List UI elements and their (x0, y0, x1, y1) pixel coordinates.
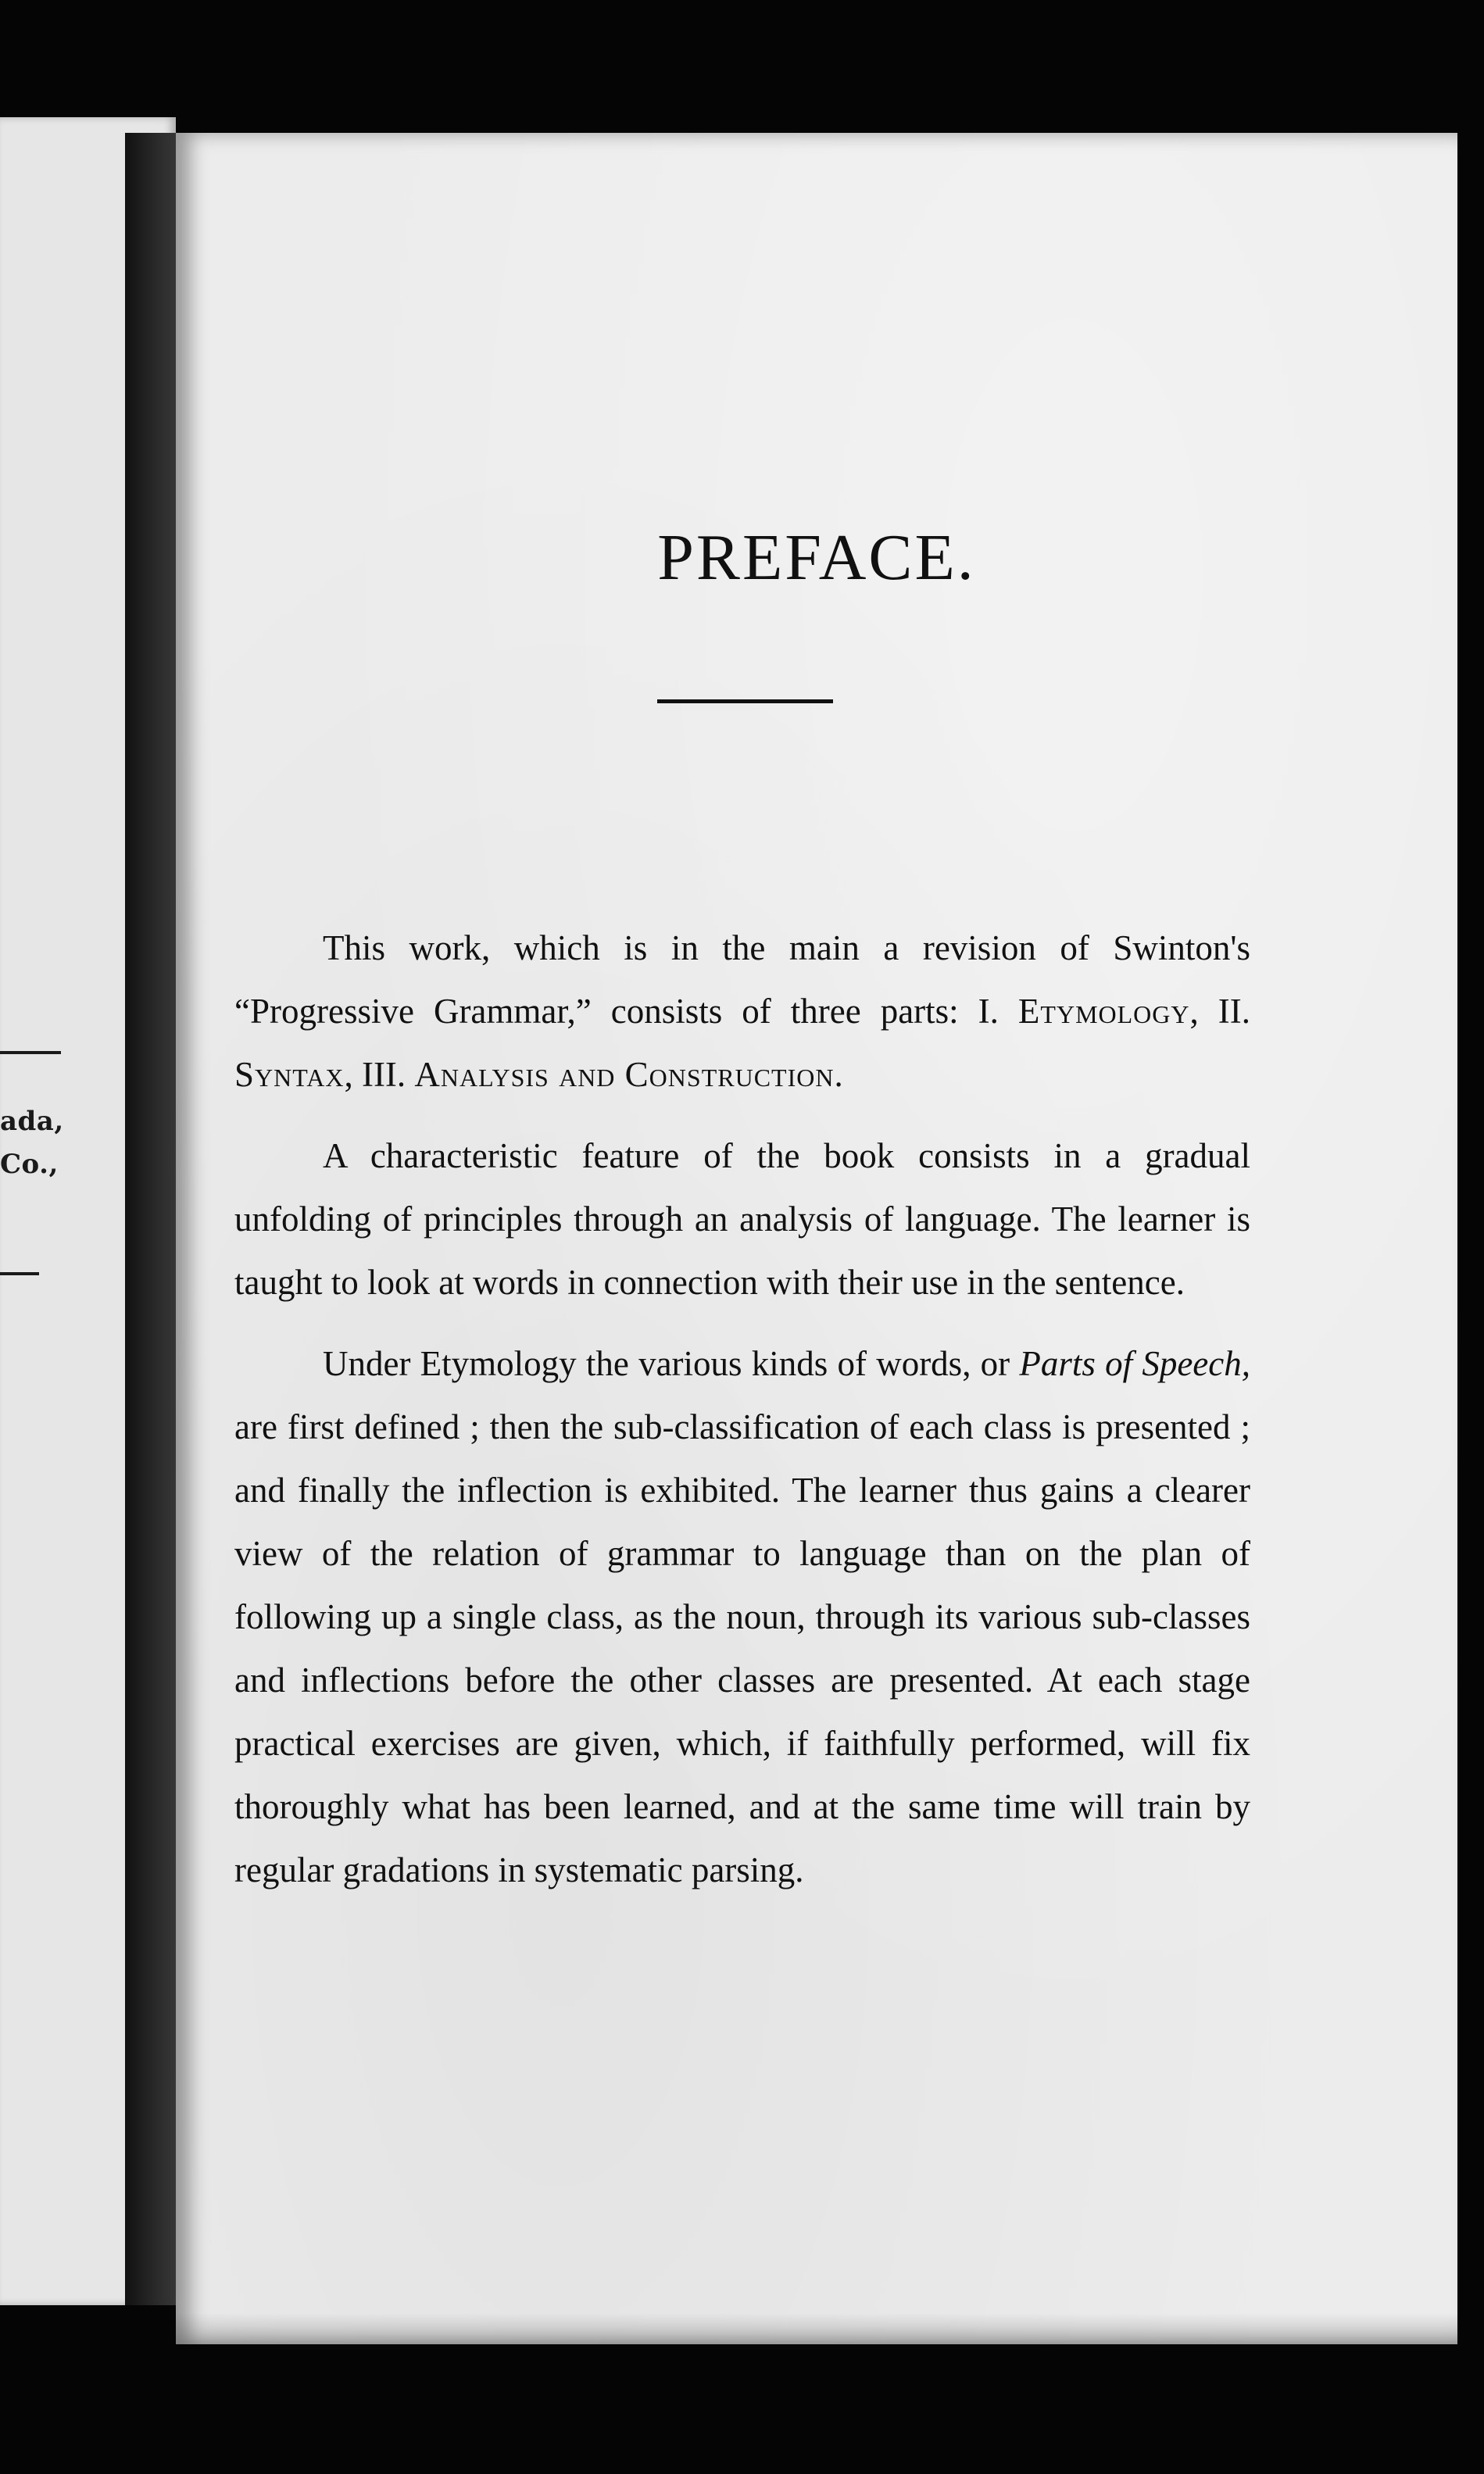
parts-of-speech-italic: Parts of Speech, (1019, 1344, 1250, 1383)
left-page-rule-bottom (0, 1272, 39, 1275)
paragraph-1-text-b: , II. (1189, 992, 1250, 1031)
paragraph-1-text-d: . (834, 1055, 843, 1094)
paragraph-3-text-a: Under Etymology the various kinds of words, or (323, 1344, 1020, 1383)
paragraph-3 (234, 1332, 1250, 1902)
left-page-rule-top (0, 1051, 61, 1054)
paragraph-1-text-c: , III. (344, 1055, 415, 1094)
page-title: PREFACE. (657, 521, 976, 594)
left-page-text-line-1: ada, (0, 1106, 64, 1137)
page-bottom-shadow (176, 2313, 1457, 2344)
paragraph-2: A characteristic feature of the book consists in a gradual unfolding of principles through an analysis of language. The learner is taught to look at words in connection with their use in the sentence. (234, 1136, 1250, 1302)
paragraph-1-text-a: This work, which is in the main a revision of Swinton's “Progressive Grammar,” consists of three parts: I. (234, 928, 1250, 1031)
part-analysis-construction: Analysis and Construction (414, 1055, 835, 1094)
preface-body (234, 917, 1250, 1920)
preface-page (176, 133, 1457, 2344)
left-page-text-line-2: Co., (0, 1149, 59, 1180)
part-etymology: Etymology (1017, 992, 1190, 1031)
title-rule (657, 699, 833, 703)
part-syntax: Syntax (234, 1055, 345, 1094)
paragraph-1 (234, 917, 1250, 1107)
paragraph-3-text-b: are first defined ; then the sub-classification of each class is presented ; and finally the inflection is exhibited. The learner thus gains a clearer view of the relation of grammar to language than on the plan of following up a single class, as the noun, through its various sub-classes and inflections before the other classes are presented. At each stage practical exercises are given, which, if faithfully performed, will fix thoroughly what has been learned, and at the same time will train by regular gradations in systematic parsing. (234, 1407, 1250, 1889)
